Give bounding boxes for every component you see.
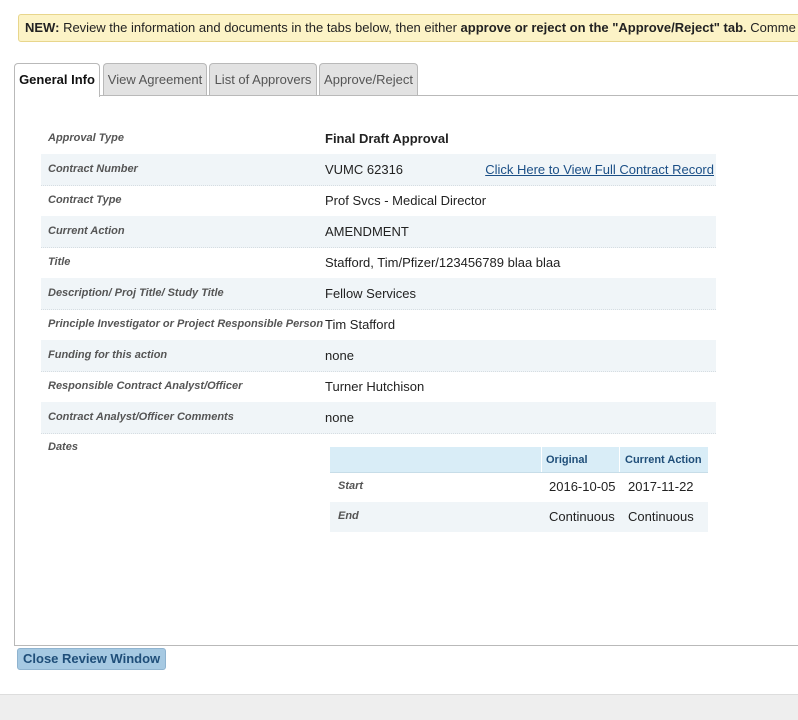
tab-view-agreement[interactable]: View Agreement xyxy=(103,63,207,95)
column-divider xyxy=(619,447,620,472)
notice-text: Review the information and documents in the tabs below, then either xyxy=(63,20,457,35)
date-original: Continuous xyxy=(549,509,615,524)
page-footer-strip xyxy=(0,694,798,720)
notice-banner xyxy=(18,14,798,42)
row-value: Turner Hutchison xyxy=(325,379,425,394)
info-row-funding xyxy=(41,340,716,372)
row-value: VUMC 62316 xyxy=(325,162,404,177)
row-value: Fellow Services xyxy=(325,286,417,301)
general-info-panel xyxy=(14,95,798,646)
row-label: Funding for this action xyxy=(48,349,168,361)
row-label: Contract Type xyxy=(48,194,122,206)
notice-label: NEW: xyxy=(25,20,60,35)
tab-approve-reject[interactable]: Approve/Reject xyxy=(319,63,418,95)
info-row-responsible-analyst xyxy=(41,371,716,403)
dates-table-header xyxy=(330,447,708,473)
info-row-title xyxy=(41,247,716,279)
close-review-window-button[interactable]: Close Review Window xyxy=(17,648,166,670)
row-value: none xyxy=(325,348,354,363)
info-row-contract-number xyxy=(41,154,716,186)
row-label: Contract Number xyxy=(48,163,138,175)
tab-list-of-approvers[interactable]: List of Approvers xyxy=(209,63,317,95)
row-value: Tim Stafford xyxy=(325,317,396,332)
row-label: Responsible Contract Analyst/Officer xyxy=(48,380,243,392)
info-row-current-action xyxy=(41,216,716,248)
notice-emphasis: approve or reject on the "Approve/Reject" tab. xyxy=(460,20,747,35)
row-label: Current Action xyxy=(48,225,125,237)
info-row-approval-type xyxy=(41,123,716,155)
dates-row-start xyxy=(330,472,708,502)
row-label: Title xyxy=(48,256,71,268)
info-row-principal-investigator xyxy=(41,309,716,341)
view-contract-record-link[interactable]: Click Here to View Full Contract Record xyxy=(485,162,714,177)
row-value: none xyxy=(325,410,354,425)
date-current: Continuous xyxy=(628,509,694,524)
column-header-current-action: Current Action xyxy=(625,454,702,466)
row-label: Approval Type xyxy=(48,132,124,144)
date-original: 2016-10-05 xyxy=(549,479,616,494)
row-label: Contract Analyst/Officer Comments xyxy=(48,411,234,423)
row-label: Principle Investigator or Project Responsible Person xyxy=(48,318,324,330)
date-current: 2017-11-22 xyxy=(628,479,694,494)
row-value: Stafford, Tim/Pfizer/123456789 blaa blaa xyxy=(325,255,561,270)
row-label: Description/ Proj Title/ Study Title xyxy=(48,287,224,299)
tab-general-info[interactable]: General Info xyxy=(14,63,100,97)
column-divider xyxy=(541,447,542,472)
date-row-label: End xyxy=(338,510,359,522)
row-value: Prof Svcs - Medical Director xyxy=(325,193,487,208)
dates-label: Dates xyxy=(48,441,78,453)
dates-row-end xyxy=(330,502,708,532)
notice-text-cont: Comme xyxy=(750,20,796,35)
info-row-contract-type xyxy=(41,185,716,217)
info-row-description xyxy=(41,278,716,310)
row-value: AMENDMENT xyxy=(325,224,409,239)
row-value: Final Draft Approval xyxy=(325,131,449,146)
info-row-analyst-comments xyxy=(41,402,716,434)
column-header-original: Original xyxy=(546,454,588,466)
date-row-label: Start xyxy=(338,480,364,492)
